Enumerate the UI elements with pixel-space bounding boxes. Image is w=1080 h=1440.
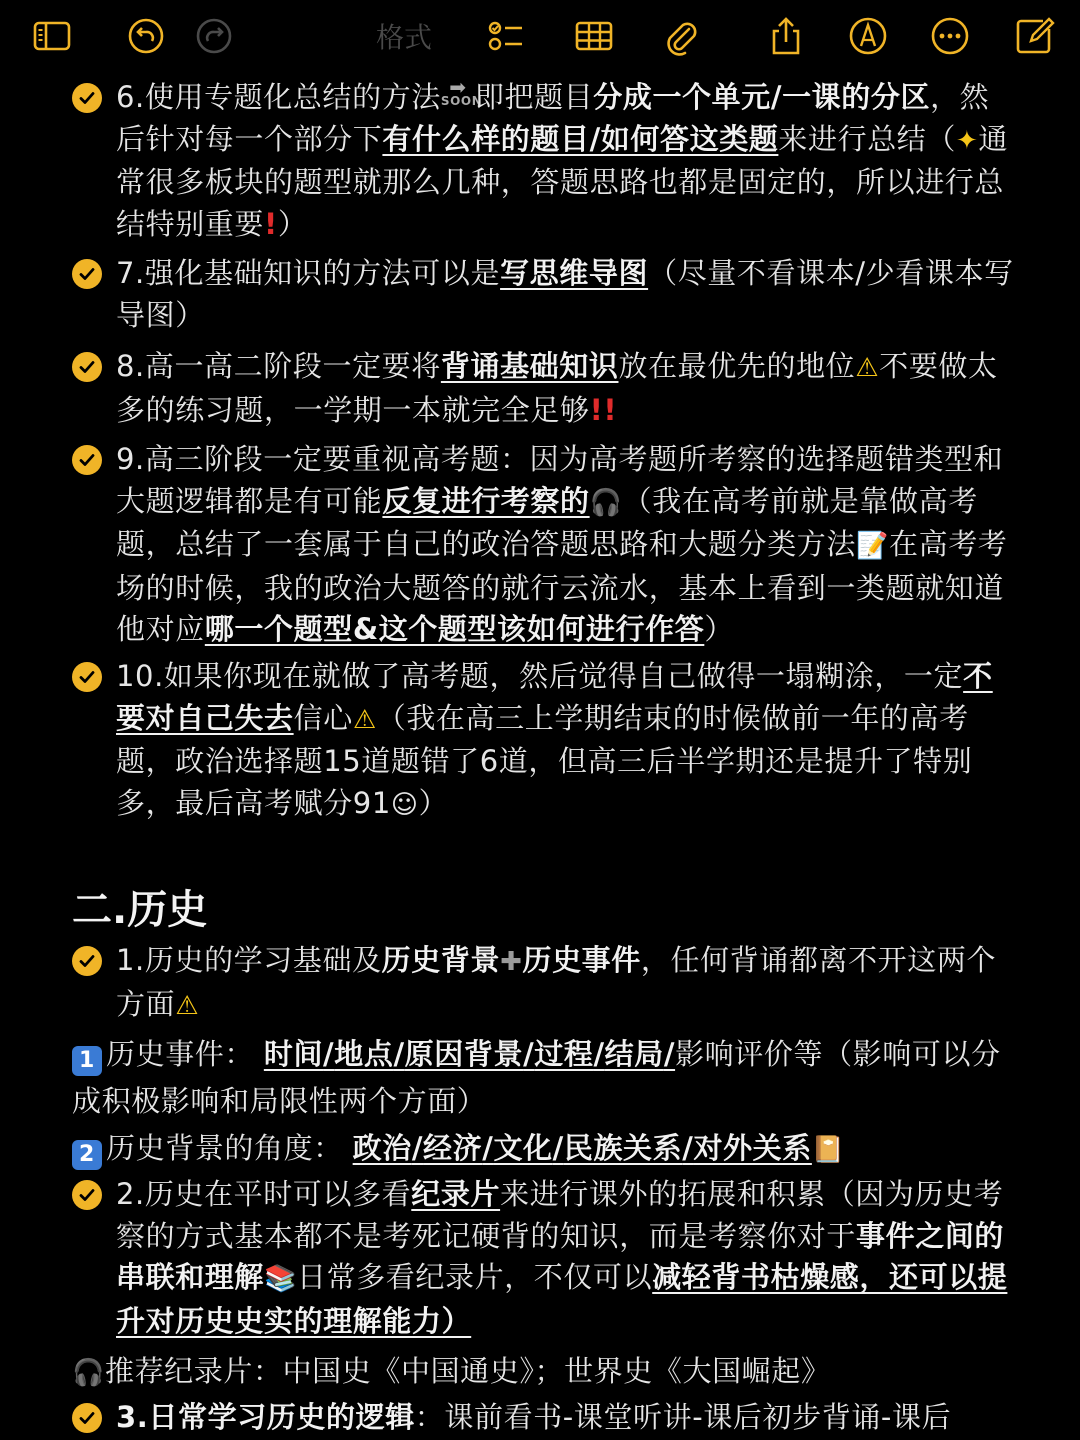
item-text: 不要做太多的练习题，一学期一本就完全足够 bbox=[116, 349, 998, 427]
checked-icon[interactable] bbox=[72, 1403, 102, 1433]
checked-icon[interactable] bbox=[72, 1180, 102, 1210]
checked-icon[interactable] bbox=[72, 662, 102, 692]
item-text: ） bbox=[418, 785, 449, 820]
item-text: （尽量不看课本/少看课本写导图） bbox=[116, 256, 1014, 332]
books-icon: 📚 bbox=[264, 1264, 297, 1294]
history-events-line[interactable]: 1 历史事件： 时间/地点/原因背景/过程/结局/影响评价等（影响可以分成积极影响和局限性两个方面） bbox=[72, 1037, 1001, 1118]
redo-icon[interactable] bbox=[190, 12, 238, 60]
bold-text: 3.日常学习历史的逻辑 bbox=[116, 1400, 415, 1434]
underlined-text: 民族关系 bbox=[563, 1131, 683, 1165]
exclamation-icon: ! bbox=[264, 206, 278, 241]
item-text: 7.强化基础知识的方法可以是 bbox=[116, 256, 501, 290]
checked-icon[interactable] bbox=[72, 445, 102, 475]
compose-icon[interactable] bbox=[1010, 12, 1058, 60]
item-text: 来进行总结（ bbox=[778, 121, 957, 156]
soon-arrow-icon: ➡ SOON bbox=[440, 75, 483, 108]
item-text: ：课前看书-课堂听讲-课后初步背诵-课后 bbox=[414, 1400, 952, 1434]
underlined-text: 对外关系 bbox=[693, 1131, 812, 1165]
item-text: 影响评价等（影响可以分成积极影响和局限性两个方面） bbox=[72, 1037, 1001, 1118]
underlined-text: 原因背景 bbox=[404, 1037, 524, 1071]
glowing-star-icon: ✦ bbox=[956, 125, 979, 156]
table-icon[interactable] bbox=[570, 12, 618, 60]
item-text: 在高考考场的时候，我的政治大题答的就行云流水，基本上看到一类题就知道他对应 bbox=[116, 527, 1008, 646]
checklist-item-history-2[interactable] bbox=[116, 1174, 1016, 1342]
checked-icon[interactable] bbox=[72, 352, 102, 382]
underlined-text: 减轻背书枯燥感，还可以提升对历史史实的理解能力） bbox=[116, 1260, 1008, 1338]
underlined-text: 写思维导图 bbox=[500, 256, 649, 290]
item-text: 放在最优先的地位 bbox=[618, 349, 856, 383]
checklist-item-10[interactable] bbox=[116, 656, 1016, 826]
underlined-text: 地点 bbox=[334, 1037, 394, 1071]
warning-icon: ⚠ bbox=[175, 990, 200, 1021]
underlined-text: 纪录片 bbox=[411, 1177, 501, 1211]
underlined-text: 结局 bbox=[604, 1037, 664, 1071]
item-text: 推荐纪录片：中国史《中国通史》；世界史《大国崛起》 bbox=[104, 1354, 831, 1388]
recommendation-line[interactable] bbox=[72, 1348, 1016, 1397]
section-heading-history: 二.历史 bbox=[72, 887, 208, 933]
checklist-item-history-3[interactable] bbox=[116, 1397, 1016, 1439]
item-text: 日常多看纪录片，不仅可以 bbox=[297, 1260, 653, 1294]
format-button[interactable]: 格式 bbox=[376, 21, 433, 54]
underlined-text: 政治 bbox=[352, 1131, 412, 1165]
underlined-text: 经济 bbox=[423, 1131, 483, 1165]
history-background-line[interactable]: 2 历史背景的角度： 政治/经济/文化/民族关系/对外关系📔 bbox=[72, 1125, 1016, 1174]
item-text: 10.如果你现在就做了高考题，然后觉得自己做得一塌糊涂，一定 bbox=[116, 659, 964, 693]
headphones-icon: 🎧 bbox=[72, 1358, 105, 1388]
item-text: ，任何背诵都离不开这两个方面 bbox=[116, 943, 997, 1021]
memo-icon: 📝 bbox=[856, 531, 889, 561]
item-text: 历史事件： bbox=[106, 1037, 255, 1071]
item-text: ，然后针对每一个部分下 bbox=[116, 80, 990, 156]
checklist-item-7[interactable] bbox=[116, 253, 1016, 336]
item-text: ） bbox=[704, 612, 734, 646]
notebook-icon: 📔 bbox=[811, 1135, 845, 1165]
keycap-one-icon: 1 bbox=[72, 1046, 102, 1076]
checked-icon[interactable] bbox=[72, 946, 102, 976]
underlined-text: 时间 bbox=[263, 1037, 324, 1071]
bold-text: 事件之间的串联和理解 bbox=[116, 1218, 1005, 1294]
bold-text: 历史事件 bbox=[522, 943, 641, 977]
warning-icon: ⚠ bbox=[352, 704, 377, 735]
underlined-text: 过程 bbox=[534, 1037, 594, 1071]
underlined-text: 哪一个题型&这个题型该如何进行作答 bbox=[204, 612, 705, 646]
checklist-item-6[interactable] bbox=[116, 77, 1016, 245]
underlined-text: 背诵基础知识 bbox=[440, 349, 619, 383]
checklist-icon[interactable] bbox=[482, 12, 530, 60]
bold-text: 分成一个单元/一课的分区 bbox=[593, 80, 931, 114]
item-text: 1.历史的学习基础及 bbox=[116, 943, 382, 977]
headphones-icon: 🎧 bbox=[589, 487, 623, 518]
checklist-item-9[interactable] bbox=[116, 439, 1016, 651]
item-text: 2.历史在平时可以多看 bbox=[116, 1177, 412, 1211]
underlined-text: 反复进行考察的 bbox=[382, 483, 590, 518]
item-text: 来进行课外的拓展和积累（因为历史考察的方式基本都不是考死记硬背的知识，而是考察你对于 bbox=[116, 1177, 1004, 1253]
checklist-item-8[interactable] bbox=[116, 346, 1016, 431]
item-text: 9.高三阶段一定要重视高考题：因为高考题所考察的选择题错类型和大题逻辑都是有可能 bbox=[116, 442, 1004, 518]
bold-text: 历史背景 bbox=[381, 943, 501, 977]
attachment-icon[interactable] bbox=[656, 12, 704, 60]
keycap-two-icon: 2 bbox=[72, 1140, 102, 1170]
more-icon[interactable] bbox=[926, 12, 974, 60]
underlined-text: 不要对自己失去 bbox=[116, 659, 993, 735]
item-text: 信心 bbox=[293, 700, 353, 735]
underlined-text: 有什么样的题目/如何答这类题 bbox=[382, 121, 779, 156]
underlined-text: 文化 bbox=[493, 1131, 553, 1165]
checked-icon[interactable] bbox=[72, 259, 102, 289]
plus-icon: ✚ bbox=[500, 947, 523, 977]
sidebar-icon[interactable] bbox=[28, 12, 76, 60]
item-text: ） bbox=[277, 206, 308, 241]
item-text: 6.使用专题化总结的方法 bbox=[116, 80, 441, 114]
undo-icon[interactable] bbox=[122, 12, 170, 60]
warning-icon: ⚠ bbox=[855, 353, 880, 383]
share-icon[interactable] bbox=[762, 12, 810, 60]
item-text: 通常很多板块的题型就那么几种，答题思路也都是固定的，所以进行总结特别重要 bbox=[116, 121, 1009, 241]
markup-icon[interactable] bbox=[844, 12, 892, 60]
item-text: （我在高考前就是靠做高考题，总结了一套属于自己的政治答题思路和大题分类方法 bbox=[116, 483, 978, 561]
item-text: （我在高三上学期结束的时候做前一年的高考题，政治选择题15道题错了6道，但高三后半学期还是提升了特别多，最后高考赋分91 bbox=[116, 700, 973, 820]
toolbar bbox=[0, 0, 1080, 72]
item-text: 即把题目 bbox=[474, 80, 594, 114]
item-text: 8.高一高二阶段一定要将 bbox=[116, 349, 441, 383]
double-exclamation-icon: !! bbox=[589, 392, 618, 427]
smiling-face-icon: ☺ bbox=[390, 789, 419, 820]
checked-icon[interactable] bbox=[72, 83, 102, 113]
checklist-item-history-1[interactable] bbox=[116, 940, 1016, 1027]
item-text: 历史背景的角度： bbox=[106, 1131, 343, 1165]
